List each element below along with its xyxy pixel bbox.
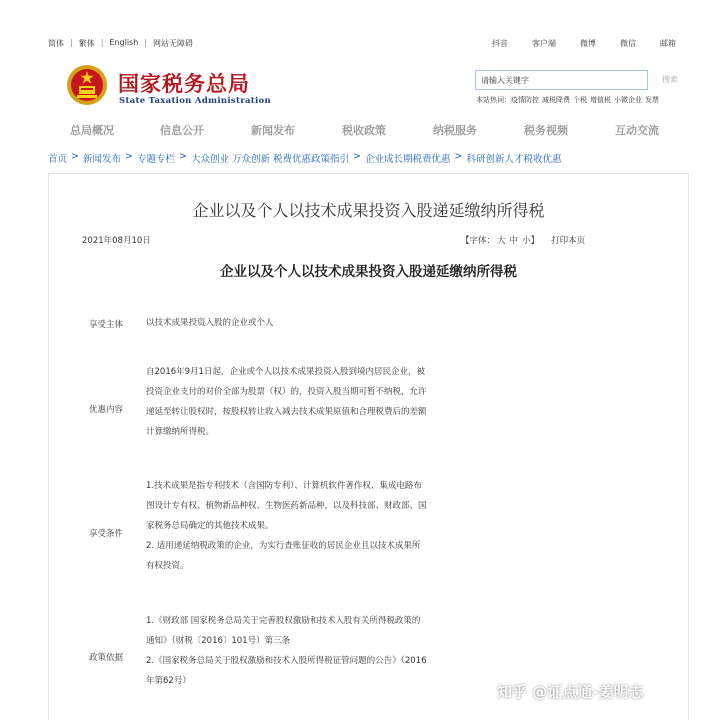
link-traditional[interactable]: 繁体	[78, 39, 95, 48]
breadcrumb-separator: >	[125, 151, 133, 162]
row-label-subject: 享受主体	[89, 320, 124, 330]
font-size-label: 【字体：	[461, 236, 496, 246]
link-wechat[interactable]: 微信	[620, 39, 636, 48]
row-paragraph: 1.技术成果是指专利技术（含国防专利）、计算机软件著作权、集成电路布图设计专有权、植物新品种权、生物医药新品种，以及科技部、财政部、国家税务总局确定的其他技术成果。	[146, 481, 427, 531]
nav-item-disclosure[interactable]: 信息公开	[160, 124, 204, 137]
font-size-close: 】	[530, 236, 540, 246]
row-paragraph: 1.《财政部 国家税务总局关于完善股权激励和技术入股有关所得税政策的通知》（财税〔2016〕101号）第三条	[146, 616, 421, 646]
separator: |	[144, 38, 147, 47]
nav-item-service[interactable]: 纳税服务	[433, 124, 477, 137]
breadcrumb-item[interactable]: 首页	[48, 154, 68, 165]
link-weibo[interactable]: 微博	[580, 39, 596, 48]
font-size-large[interactable]: 大	[497, 236, 506, 246]
top-bar	[48, 38, 676, 52]
link-mail[interactable]: 邮箱	[660, 39, 676, 48]
row-text-conditions	[146, 476, 428, 576]
row-label-basis: 政策依据	[89, 653, 124, 663]
social-links	[468, 38, 676, 49]
hot-words-label: 本站热词：	[476, 96, 511, 104]
logo-english-name: State Taxation Administration	[119, 96, 271, 106]
hot-word[interactable]: 增值税	[590, 96, 611, 104]
article-panel	[48, 173, 689, 720]
row-label-content: 优惠内容	[89, 405, 124, 415]
breadcrumb-separator: >	[353, 151, 361, 162]
watermark: 知乎 @证点通-姜明志	[497, 683, 644, 701]
link-accessibility[interactable]: 网站无障碍	[153, 39, 193, 48]
logo-chinese-name: 国家税务总局	[118, 72, 250, 96]
breadcrumb-item[interactable]: 大众创业 万众创新 税费优惠政策指引	[190, 154, 349, 165]
hot-word[interactable]: 发票	[645, 96, 659, 104]
row-label-conditions: 享受条件	[89, 529, 124, 539]
article-tools	[461, 234, 589, 246]
hot-word[interactable]: 小微企业	[614, 96, 642, 104]
row-text-subject	[146, 313, 428, 333]
link-douyin[interactable]: 抖音	[492, 39, 508, 48]
font-size-medium[interactable]: 中	[509, 236, 519, 246]
row-paragraph: 自2016年9月1日起，企业或个人以技术成果投资入股到境内居民企业，被投资企业支付的对价全部为股票（权）的，投资入股当期可暂不纳税，允许递延至转让股权时，按股权转让收入减去技术成果原值和合理税费后的差额计算缴纳所得税。	[146, 367, 427, 437]
row-text-content	[146, 362, 428, 442]
nav-item-video[interactable]: 税务视频	[524, 124, 568, 137]
publish-date: 2021年08月10日	[82, 236, 151, 246]
nav-item-overview[interactable]: 总局概况	[70, 124, 114, 137]
main-nav	[48, 122, 688, 138]
hot-word[interactable]: 减税降费	[542, 96, 570, 104]
breadcrumb	[48, 151, 561, 165]
nav-item-news[interactable]: 新闻发布	[251, 124, 295, 137]
breadcrumb-item[interactable]: 企业成长期税费优惠	[364, 154, 451, 165]
row-paragraph: 以技术成果投资入股的企业或个人	[146, 318, 274, 328]
search-button[interactable]: 搜索	[662, 75, 678, 84]
font-size-small[interactable]: 小	[522, 236, 531, 246]
link-english[interactable]: English	[109, 38, 139, 47]
print-button[interactable]: 打印本页	[551, 236, 586, 246]
breadcrumb-item[interactable]: 科研创新人才税收优惠	[466, 154, 562, 165]
breadcrumb-item[interactable]: 专题专栏	[136, 154, 175, 165]
hot-word[interactable]: 疫情防控	[511, 96, 539, 104]
nav-item-policy[interactable]: 税收政策	[342, 124, 386, 137]
policy-heading: 企业以及个人以技术成果投资入股递延缴纳所得税	[220, 264, 517, 280]
national-emblem-icon	[66, 64, 108, 106]
hot-words	[476, 95, 662, 105]
article-title: 企业以及个人以技术成果投资入股递延缴纳所得税	[192, 201, 545, 220]
row-paragraph: 2.《国家税务总局关于股权激励和技术入股所得税征管问题的公告》（2016年第62号）	[146, 656, 427, 686]
breadcrumb-separator: >	[178, 151, 187, 162]
breadcrumb-separator: >	[71, 151, 79, 162]
link-client[interactable]: 客户端	[532, 39, 556, 48]
nav-item-interaction[interactable]: 互动交流	[615, 124, 659, 137]
link-simplified[interactable]: 简体	[48, 39, 64, 48]
row-paragraph: 2. 适用递延纳税政策的企业，为实行查账征收的居民企业且以技术成果所有权投资。	[146, 541, 421, 571]
language-links	[48, 38, 193, 49]
separator: |	[70, 38, 73, 47]
breadcrumb-separator: >	[454, 151, 463, 162]
separator: |	[100, 38, 104, 47]
breadcrumb-item[interactable]: 新闻发布	[82, 154, 121, 165]
row-text-basis	[146, 611, 428, 691]
search-input[interactable]: 请输入关键字	[475, 70, 648, 90]
site-logo[interactable]	[66, 62, 276, 110]
hot-word[interactable]: 个税	[573, 96, 587, 104]
